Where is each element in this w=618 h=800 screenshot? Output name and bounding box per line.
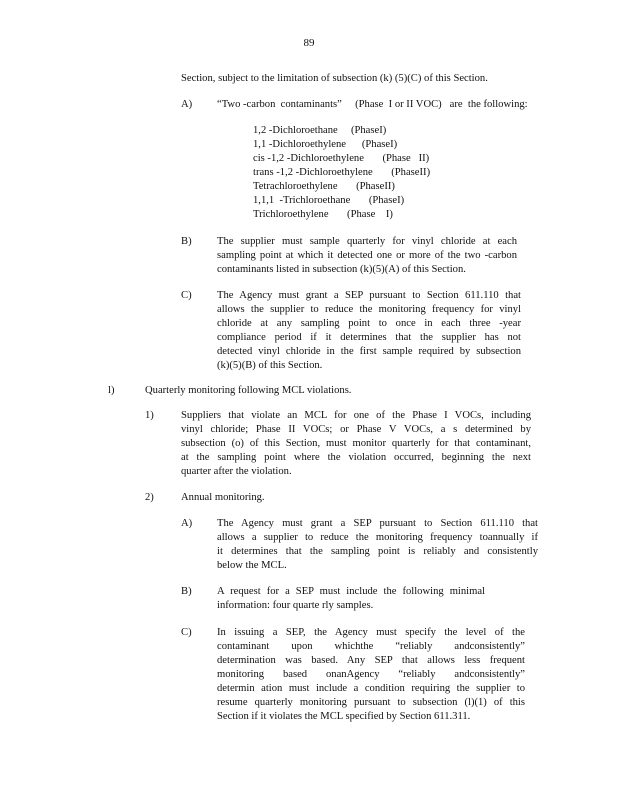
paragraph-line: at the sampling point where the violation occurred, beginning the next <box>181 452 531 463</box>
paragraph-line: The supplier must sample quarterly for vinyl chloride at each <box>217 236 517 247</box>
contaminant-item: Tetrachloroethylene (PhaseII) <box>253 181 395 192</box>
item-C-label: C) <box>181 290 192 301</box>
item-A-label: A) <box>181 99 193 110</box>
item-2-label: 2) <box>145 492 154 503</box>
page-number: 89 <box>303 37 315 49</box>
contaminant-item: Trichloroethylene (Phase I) <box>253 209 393 220</box>
item-2C-paragraph <box>217 626 525 724</box>
paragraph-line: detected vinyl chloride in the first sample required by subsection <box>217 346 521 357</box>
subsection-l-label: l) <box>108 385 115 396</box>
paragraph-line: allows the supplier to reduce the monitoring frequency for vinyl <box>217 304 521 315</box>
paragraph-line: information: four quarte rly samples. <box>217 600 374 611</box>
item-2A-label: A) <box>181 518 193 529</box>
paragraph-line: contaminant upon whichthe “reliably andconsistently” <box>217 641 525 652</box>
paragraph-line: (k)(5)(B) of this Section. <box>217 360 323 371</box>
paragraph-line: monitoring based onanAgency “reliably andconsistently” <box>217 669 525 680</box>
contaminant-item: 1,2 -Dichloroethane (PhaseI) <box>253 125 387 136</box>
paragraph-line: Suppliers that violate an MCL for one of the Phase I VOCs, including <box>181 410 531 421</box>
intro-line: Section, subject to the limitation of subsection (k) (5)(C) of this Section. <box>181 73 488 84</box>
paragraph-line: vinyl chloride; Phase II VOCs; or Phase V VOCs, a s determined by <box>181 424 531 435</box>
paragraph-line: quarter after the violation. <box>181 466 292 477</box>
paragraph-line: subsection (o) of this Section, must monitor quarterly for that contaminant, <box>181 438 531 449</box>
paragraph-line: The Agency must grant a SEP pursuant to Section 611.110 that <box>217 290 521 301</box>
item-2C-label: C) <box>181 627 192 638</box>
paragraph-line: A request for a SEP must include the following minimal <box>217 586 485 597</box>
paragraph-line: below the MCL. <box>217 560 287 571</box>
contaminant-item: cis -1,2 -Dichloroethylene (Phase II) <box>253 153 430 164</box>
paragraph-line: contaminants listed in subsection (k)(5)(A) of this Section. <box>217 264 466 275</box>
contaminant-item: 1,1,1 -Trichloroethane (PhaseI) <box>253 195 405 206</box>
paragraph-line: In issuing a SEP, the Agency must specify the level of the <box>217 627 525 638</box>
contaminant-item: trans -1,2 -Dichloroethylene (PhaseII) <box>253 167 431 178</box>
paragraph-line: it determines that the sampling point is reliably and consistently <box>217 546 538 557</box>
paragraph-line: allows a supplier to reduce the monitoring frequency toannually if <box>217 532 538 543</box>
paragraph-line: sampling point at which it detected one or more of the two -carbon <box>217 250 517 261</box>
item-B-paragraph <box>217 235 517 277</box>
item-2A-paragraph <box>217 517 538 573</box>
subsection-l-heading: Quarterly monitoring following MCL violations. <box>145 385 352 396</box>
paragraph-line: resume quarterly monitoring pursuant to subsection (l)(1) of this <box>217 697 525 708</box>
item-B-label: B) <box>181 236 192 247</box>
item-1-label: 1) <box>145 410 154 421</box>
contaminant-item: 1,1 -Dichloroethylene (PhaseI) <box>253 139 398 150</box>
contaminant-list <box>253 124 503 222</box>
paragraph-line: determin ation must include a condition requiring the supplier to <box>217 683 525 694</box>
item-2B-paragraph <box>217 585 485 613</box>
item-2-heading: Annual monitoring. <box>181 492 265 503</box>
item-A-heading <box>217 98 547 112</box>
paragraph-line: chloride at any sampling point to once in each three -year <box>217 318 521 329</box>
paragraph-line: compliance period if it determines that the supplier has not <box>217 332 521 343</box>
paragraph-line: determination was based. Any SEP that allows less frequent <box>217 655 525 666</box>
paragraph-line: The Agency must grant a SEP pursuant to Section 611.110 that <box>217 518 538 529</box>
item-A-heading-text: “Two -carbon contaminants” (Phase I or II VOC) are the following: <box>217 99 528 110</box>
item-C-paragraph <box>217 289 521 373</box>
paragraph-line: Section if it violates the MCL specified by Section 611.311. <box>217 711 471 722</box>
item-2B-label: B) <box>181 586 192 597</box>
item-1-paragraph <box>181 409 531 479</box>
